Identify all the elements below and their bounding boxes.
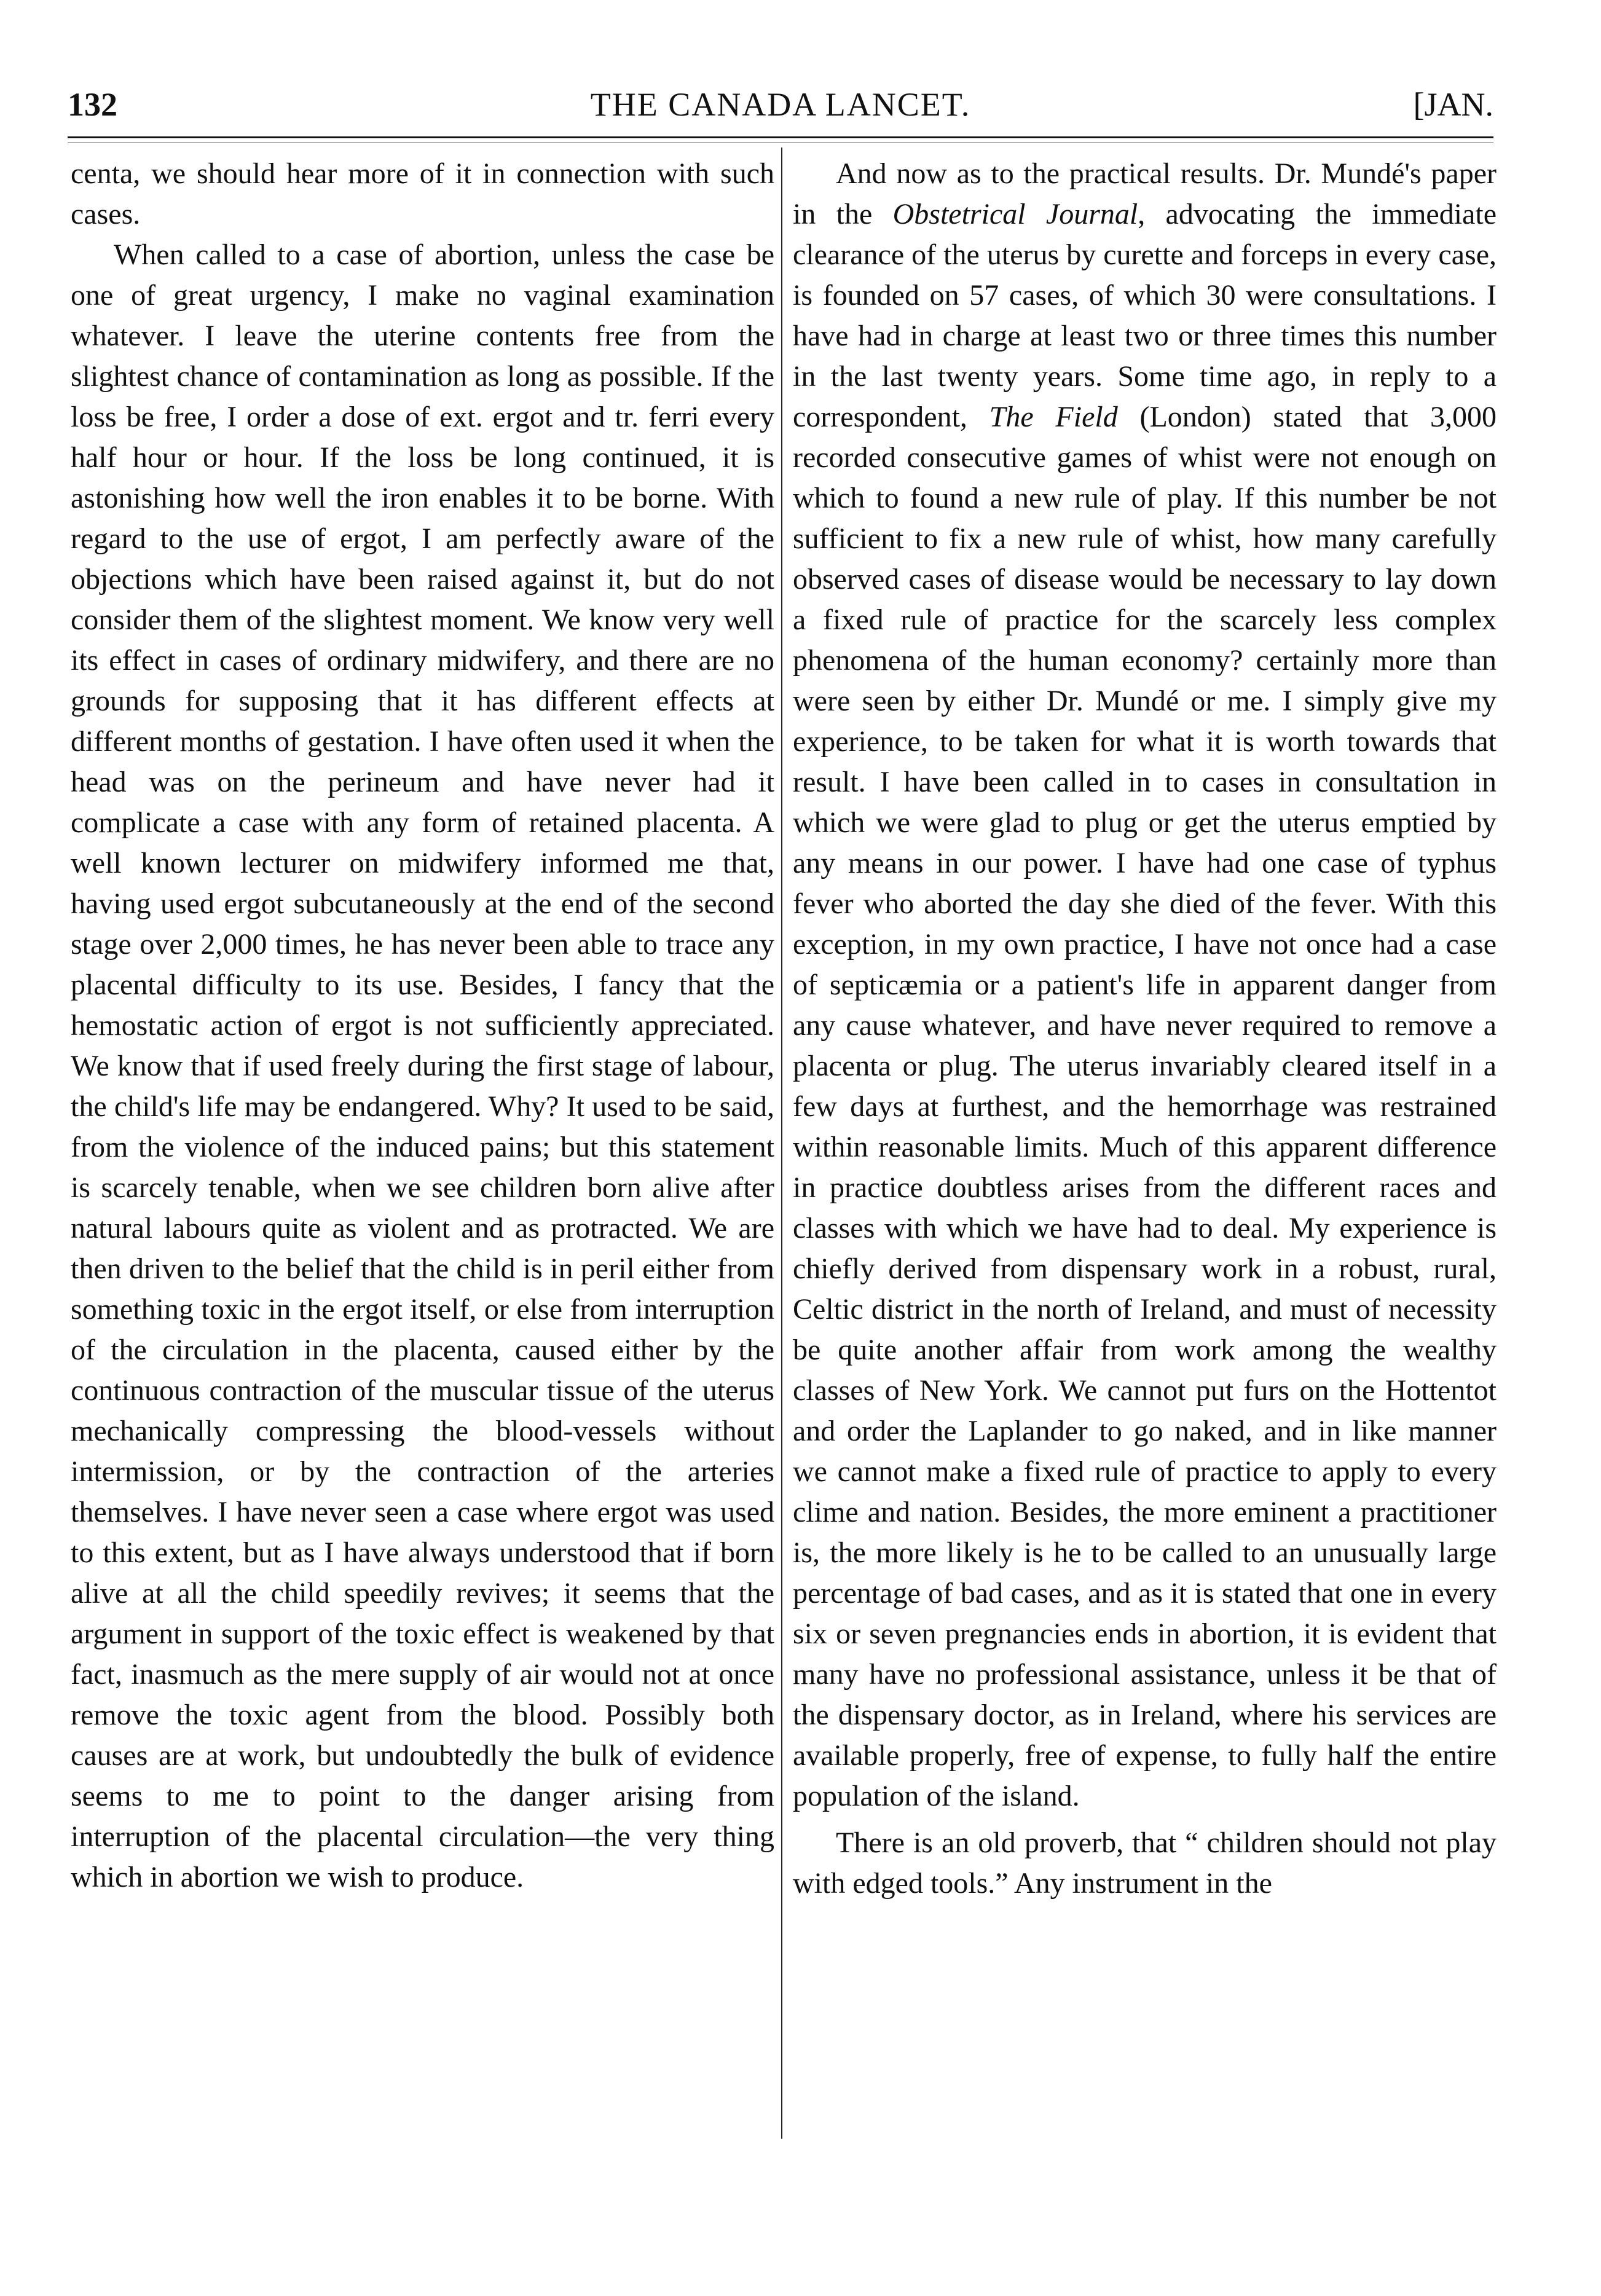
text-run: , advocating the immediate clearance of the uterus by curette and forceps in every case, is founded on 57 cases, of which 30 were consultations. I have had in charge at least two or three times this number in the last twenty years. Some time ago, in reply to a correspondent, [793,198,1497,433]
column-divider [781,147,782,2139]
paragraph: There is an old proverb, that “ children should not play with edged tools.” Any instrument in the [793,1826,1497,1900]
paragraph: When called to a case of abortion, unless the case be one of great urgency, I make no vaginal examination whatever. I leave the uterine contents free from the slightest chance of contamination as long as possible. If the loss be free, I order a dose of ext. ergot and tr. ferri every half hour or hour. If the loss be long continued, it is astonishing how well the iron enables it to be borne. With regard to the use of ergot, I am perfectly aware of the objections which have been raised against it, but do not consider them of the slightest moment. We know very well its effect in cases of ordinary midwifery, and there are no grounds for supposing that it has different effects at different months of gestation. I have often used it when the head was on the perineum and have never had it complicate a case with any form of retained placenta. A well known lecturer on midwifery informed me that, having used ergot subcutaneously at the end of the second stage over 2,000 times, he has never been able to trace any placental difficulty to its use. Besides, I fancy that the hemostatic action of ergot is not sufficiently appreciated. We know that if used freely during the first stage of labour, the child's life may be endangered. Why? It used to be said, from the violence of the induced pains; but this statement is scarcely tenable, when we see children born alive after natural labours quite as violent and as protracted. We are then driven to the belief that the child is in peril either from something toxic in the ergot itself, or else from interruption of the circulation in the placenta, caused either by the continuous contraction of the muscular tissue of the uterus mechanically compressing the blood-vessels without intermission, or by the contraction of the arteries themselves. I have never seen a case where ergot was used to this extent, but as I have always understood that if born alive at all the child speedily revives; it seems that the argument in support of the toxic effect is weakened by that fact, inasmuch as the mere supply of air would not at once remove the toxic agent from the blood. Possibly both causes are at work, but undoubtedly the bulk of evidence seems to me to point to the danger arising from interruption of the placental circulation—the very thing which in abortion we wish to produce. [71,238,774,1893]
paragraph: centa, we should hear more of it in connection with such cases. [71,157,774,230]
running-head [68,80,1493,129]
right-column [793,154,1497,1904]
text-run: (London) stated that 3,000 recorded consecutive games of whist were not enough on which to found a new rule of play. If this number be not sufficient to fix a new rule of whist, how many carefully observed cases of disease would be necessary to lay down a fixed rule of practice for the scarcely less complex phenomena of the human economy? certainly more than were seen by either Dr. Mundé or me. I simply give my experience, to be taken for what it is worth towards that result. I have been called in to cases in consultation in which we were glad to plug or get the uterus emptied by any means in our power. I have had one case of typhus fever who aborted the day she died of the fever. With this exception, in my own practice, I have not once had a case of septicæmia or a patient's life in apparent danger from any cause whatever, and have never required to remove a placenta or plug. The uterus invariably cleared itself in a few days at furthest, and the hemorrhage was restrained within reasonable limits. Much of this apparent difference in practice doubtless arises from the different races and classes with which we have had to deal. My experience is chiefly derived from dispensary work in a robust, rural, Celtic district in the north of Ireland, and must of necessity be quite another affair from work among the wealthy classes of New York. We cannot put furs on the Hottentot and order the Laplander to go naked, and in like manner we cannot make a fixed rule of practice to apply to every clime and nation. Besides, the more eminent a practitioner is, the more likely is he to be called to an unusually large percentage of bad cases, and as it is stated that one in every six or seven pregnancies ends in abortion, it is evident that many have no professional assistance, unless it be that of the dispensary doctor, as in Ireland, where his services are available properly, free of expense, to fully half the entire population of the island. [793,401,1497,1812]
issue-month: [JAN. [1413,86,1493,123]
journal-name-italic: Obstetrical Journal [892,198,1138,230]
header-rule [68,136,1493,138]
text-run: And now as to the practical results. Dr. Mundé's paper in the [793,157,1497,230]
periodical-name-italic: The Field [989,401,1118,433]
paragraph [793,154,1497,1817]
page-number: 132 [68,86,117,123]
journal-title: THE CANADA LANCET. [590,86,971,123]
left-column [71,154,774,1898]
